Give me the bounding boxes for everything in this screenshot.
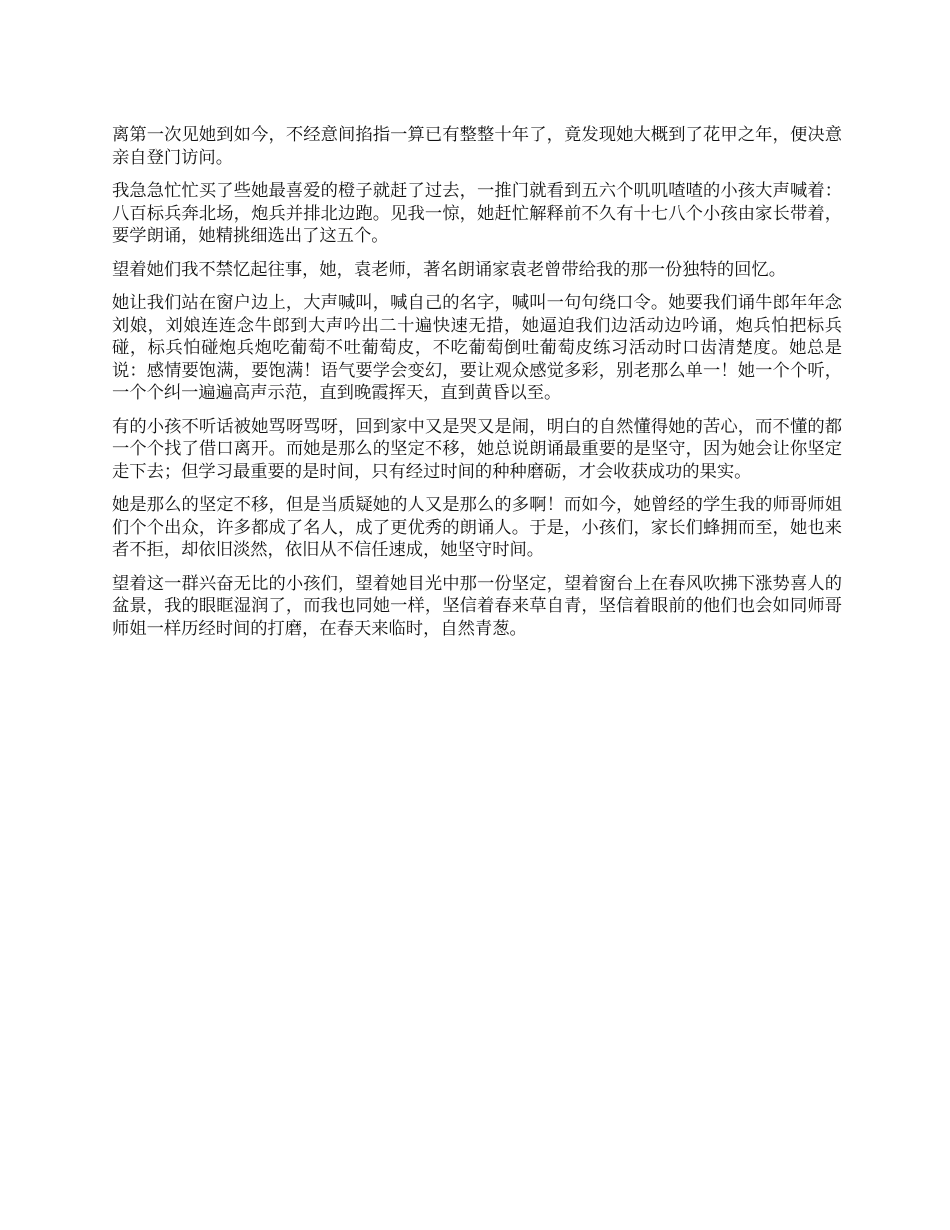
paragraph-4: 她让我们站在窗户边上，大声喊叫，喊自己的名字，喊叫一句句绕口令。她要我们诵牛郎年年念刘娘，刘娘连连念牛郎到大声吟出二十遍快速无措，她逼迫我们边活动边吟诵，炮兵怕把标兵碰，标兵怕碰炮兵炮吃葡萄不吐葡萄皮，不吃葡萄倒吐葡萄皮练习活动时口齿清楚度。她总是说：感情要饱满，要饱满！语气要学会变幻，要让观众感觉多彩，别老那么单一！她一个个听，一个个纠一遍遍高声示范，直到晚霞挥天，直到黄昏以至。 bbox=[112, 293, 842, 403]
paragraph-2: 我急急忙忙买了些她最喜爱的橙子就赶了过去，一推门就看到五六个叽叽喳喳的小孩大声喊着：八百标兵奔北场，炮兵并排北边跑。见我一惊，她赶忙解释前不久有十七八个小孩由家长带着，要学朗诵，她精挑细选出了这五个。 bbox=[112, 181, 842, 246]
paragraph-7: 望着这一群兴奋无比的小孩们，望着她目光中那一份坚定，望着窗台上在春风吹拂下涨势喜人的盆景，我的眼眶湿润了，而我也同她一样，坚信着春来草自青，坚信着眼前的他们也会如同师哥师姐一样历经时间的打磨，在春天来临时，自然青葱。 bbox=[112, 573, 842, 639]
paragraph-1: 离第一次见她到如今，不经意间掐指一算已有整整十年了，竟发现她大概到了花甲之年，便决意亲自登门访问。 bbox=[112, 125, 842, 168]
paragraph-3: 望着她们我不禁忆起往事，她，袁老师，著名朗诵家袁老曾带给我的那一份独特的回忆。 bbox=[112, 259, 786, 280]
paragraph-5: 有的小孩不听话被她骂呀骂呀，回到家中又是哭又是闹，明白的自然懂得她的苦心，而不懂的都一个个找了借口离开。而她是那么的坚定不移，她总说朗诵最重要的是坚守，因为她会让你坚定走下去；但学习最重要的是时间，只有经过时间的种种磨砺，才会收获成功的果实。 bbox=[112, 416, 842, 482]
document-body bbox=[112, 124, 842, 651]
paragraph-6: 她是那么的坚定不移，但是当质疑她的人又是那么的多啊！而如今，她曾经的学生我的师哥师姐们个个出众，许多都成了名人，成了更优秀的朗诵人。于是，小孩们，家长们蜂拥而至，她也来者不拒，却依旧淡然，依旧从不信任速成，她坚守时间。 bbox=[112, 495, 842, 560]
